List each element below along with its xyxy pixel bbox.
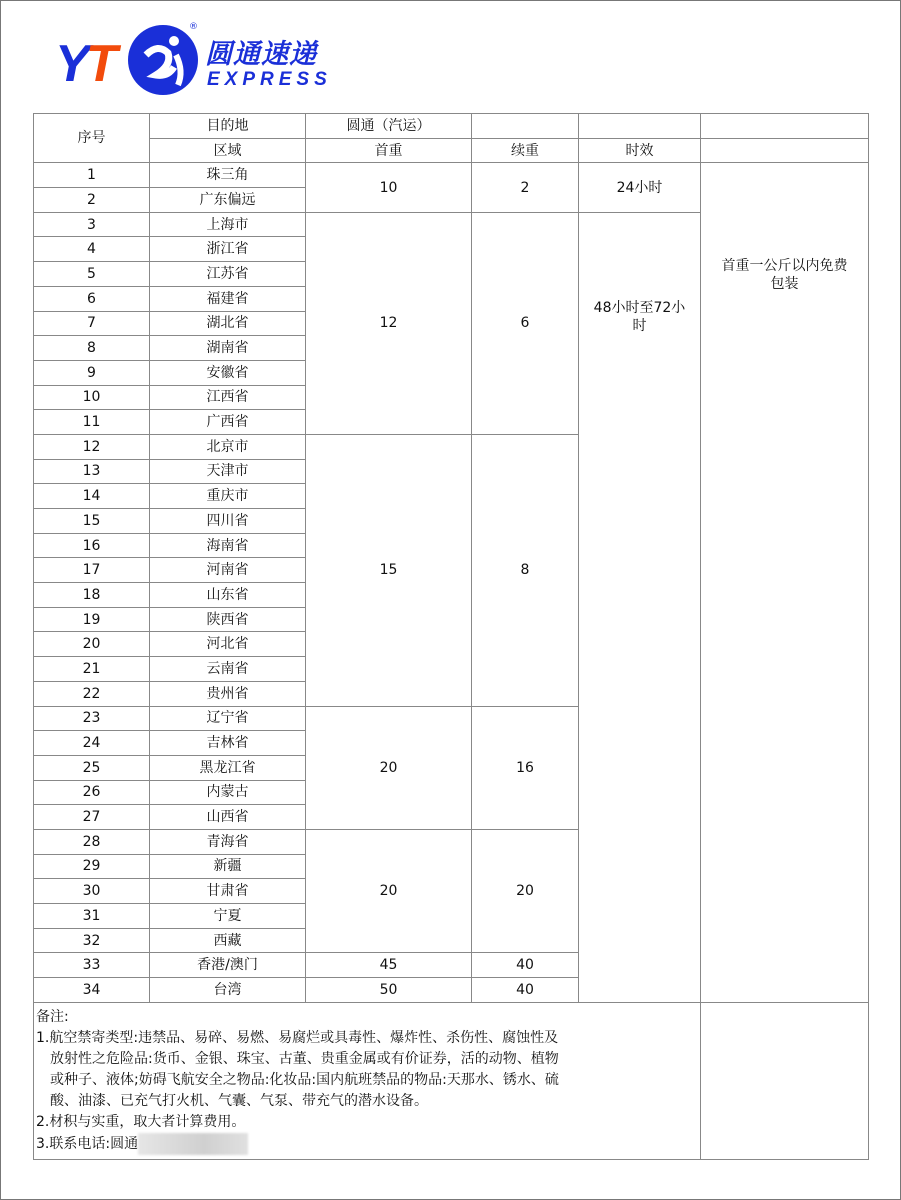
region-cell: 上海市 <box>150 212 306 237</box>
region-cell: 天津市 <box>150 459 306 484</box>
seq-cell: 17 <box>34 558 150 583</box>
first-weight-cell: 12 <box>306 212 472 434</box>
seq-cell: 29 <box>34 854 150 879</box>
extra-weight-cell: 8 <box>472 434 579 706</box>
header-empty <box>701 138 869 163</box>
seq-cell: 14 <box>34 484 150 509</box>
header-row-1 <box>34 114 869 139</box>
yto-express-logo <box>55 22 335 98</box>
seq-cell: 28 <box>34 829 150 854</box>
registered-mark: ® <box>189 22 198 32</box>
region-cell: 山西省 <box>150 805 306 830</box>
seq-cell: 8 <box>34 336 150 361</box>
seq-cell: 31 <box>34 904 150 929</box>
seq-cell: 23 <box>34 706 150 731</box>
extra-weight-cell: 40 <box>472 978 579 1003</box>
seq-cell: 21 <box>34 657 150 682</box>
notes-row <box>34 1002 869 1159</box>
header-seq: 序号 <box>34 114 150 163</box>
region-cell: 广西省 <box>150 410 306 435</box>
region-cell: 福建省 <box>150 286 306 311</box>
region-cell: 云南省 <box>150 657 306 682</box>
seq-cell: 5 <box>34 262 150 287</box>
header-empty <box>701 114 869 139</box>
extra-weight-cell: 6 <box>472 212 579 434</box>
notes-item-1-line: 1.航空禁寄类型:违禁品、易碎、易燃、易腐烂或具毒性、爆炸性、杀伤性、腐蚀性及 <box>36 1029 559 1046</box>
seq-cell: 15 <box>34 509 150 534</box>
seq-cell: 26 <box>34 780 150 805</box>
seq-cell: 13 <box>34 459 150 484</box>
seq-cell: 4 <box>34 237 150 262</box>
region-cell: 河北省 <box>150 632 306 657</box>
first-weight-cell: 20 <box>306 706 472 829</box>
shipping-rate-table <box>33 113 869 1160</box>
first-weight-cell: 10 <box>306 163 472 212</box>
seq-cell: 34 <box>34 978 150 1003</box>
region-cell: 安徽省 <box>150 360 306 385</box>
region-cell: 浙江省 <box>150 237 306 262</box>
seq-cell: 2 <box>34 188 150 213</box>
extra-weight-cell: 20 <box>472 829 579 952</box>
notes-item-1-line: 放射性之危险品:货币、金银、珠宝、古董、贵重金属或有价证券，活的动物、植物 <box>50 1050 559 1067</box>
region-cell: 珠三角 <box>150 163 306 188</box>
notes-item-3 <box>36 1133 698 1155</box>
region-cell: 陕西省 <box>150 607 306 632</box>
region-cell: 台湾 <box>150 978 306 1003</box>
brand-name-en: EXPRESS <box>207 69 332 90</box>
header-extra-weight: 续重 <box>472 138 579 163</box>
seq-cell: 33 <box>34 953 150 978</box>
seq-cell: 16 <box>34 533 150 558</box>
notes-item-1-line: 酸、油漆、已充气打火机、气囊、气泵、带充气的潜水设备。 <box>50 1092 428 1109</box>
extra-weight-cell: 16 <box>472 706 579 829</box>
seq-cell: 19 <box>34 607 150 632</box>
header-carrier: 圆通（汽运） <box>306 114 472 139</box>
first-weight-cell: 45 <box>306 953 472 978</box>
seq-cell: 7 <box>34 311 150 336</box>
table-row <box>34 163 869 188</box>
seq-cell: 22 <box>34 681 150 706</box>
region-cell: 江苏省 <box>150 262 306 287</box>
region-cell: 吉林省 <box>150 731 306 756</box>
header-time: 时效 <box>579 138 701 163</box>
header-region: 区域 <box>150 138 306 163</box>
contact-label: 3.联系电话:圆通 <box>36 1135 139 1152</box>
first-weight-cell: 50 <box>306 978 472 1003</box>
region-cell: 河南省 <box>150 558 306 583</box>
header-first-weight: 首重 <box>306 138 472 163</box>
region-cell: 内蒙古 <box>150 780 306 805</box>
region-cell: 江西省 <box>150 385 306 410</box>
seq-cell: 32 <box>34 928 150 953</box>
region-cell: 新疆 <box>150 854 306 879</box>
seq-cell: 9 <box>34 360 150 385</box>
seq-cell: 3 <box>34 212 150 237</box>
extra-weight-cell: 2 <box>472 163 579 212</box>
seq-cell: 11 <box>34 410 150 435</box>
seq-cell: 27 <box>34 805 150 830</box>
region-cell: 广东偏远 <box>150 188 306 213</box>
notes-cell <box>34 1002 701 1159</box>
region-cell: 辽宁省 <box>150 706 306 731</box>
notes-title: 备注: <box>36 1008 69 1025</box>
brand-name-cn: 圆通速递 <box>205 39 317 70</box>
header-empty <box>579 114 701 139</box>
extra-weight-cell: 40 <box>472 953 579 978</box>
seq-cell: 24 <box>34 731 150 756</box>
time-cell: 24小时 <box>579 163 701 212</box>
region-cell: 海南省 <box>150 533 306 558</box>
region-cell: 北京市 <box>150 434 306 459</box>
seq-cell: 18 <box>34 583 150 608</box>
remark-cell: 首重一公斤以内免费包装 <box>701 163 869 1002</box>
notes-item-2: 2.材积与实重，取大者计算费用。 <box>36 1113 246 1130</box>
region-cell: 西藏 <box>150 928 306 953</box>
notes-empty-cell <box>701 1002 869 1159</box>
first-weight-cell: 20 <box>306 829 472 952</box>
seq-cell: 20 <box>34 632 150 657</box>
region-cell: 宁夏 <box>150 904 306 929</box>
seq-cell: 1 <box>34 163 150 188</box>
region-cell: 湖南省 <box>150 336 306 361</box>
time-cell: 48小时至72小时 <box>579 212 701 1002</box>
logo-runner-icon <box>128 25 198 95</box>
region-cell: 重庆市 <box>150 484 306 509</box>
region-cell: 湖北省 <box>150 311 306 336</box>
region-cell: 甘肃省 <box>150 879 306 904</box>
region-cell: 贵州省 <box>150 681 306 706</box>
seq-cell: 30 <box>34 879 150 904</box>
first-weight-cell: 15 <box>306 434 472 706</box>
seq-cell: 10 <box>34 385 150 410</box>
seq-cell: 6 <box>34 286 150 311</box>
logo-letters: YT <box>55 35 114 93</box>
notes-item-1-line: 或种子、液体;妨碍飞航安全之物品:化妆品:国内航班禁品的物品:天那水、锈水、硫 <box>50 1071 559 1088</box>
region-cell: 黑龙江省 <box>150 755 306 780</box>
header-row-2 <box>34 138 869 163</box>
header-empty <box>472 114 579 139</box>
seq-cell: 25 <box>34 755 150 780</box>
redacted-phone <box>138 1133 248 1155</box>
region-cell: 香港/澳门 <box>150 953 306 978</box>
region-cell: 山东省 <box>150 583 306 608</box>
header-destination: 目的地 <box>150 114 306 139</box>
seq-cell: 12 <box>34 434 150 459</box>
region-cell: 青海省 <box>150 829 306 854</box>
region-cell: 四川省 <box>150 509 306 534</box>
